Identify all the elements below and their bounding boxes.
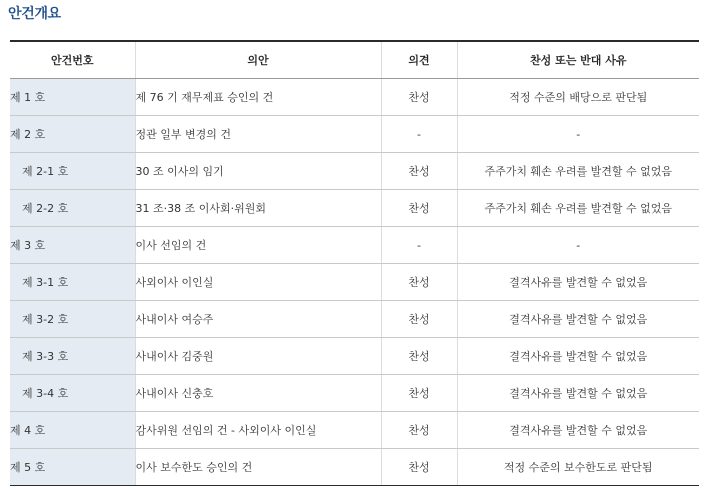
table-body — [10, 79, 699, 486]
table-row — [10, 412, 699, 449]
agenda-number-cell: 제 5 호 — [10, 449, 135, 486]
agenda-number-cell: 제 3-4 호 — [10, 375, 135, 412]
column-header-agenda-item: 의안 — [135, 41, 381, 79]
agenda-item-cell: 제 76 기 재무제표 승인의 건 — [135, 79, 381, 116]
table-row — [10, 338, 699, 375]
agenda-number-cell: 제 4 호 — [10, 412, 135, 449]
agenda-table — [10, 40, 699, 486]
agenda-item-cell: 사내이사 여승주 — [135, 301, 381, 338]
agenda-number-cell: 제 1 호 — [10, 79, 135, 116]
opinion-cell: 찬성 — [381, 338, 457, 375]
agenda-number-cell: 제 3-2 호 — [10, 301, 135, 338]
reason-cell: 주주가치 훼손 우려를 발견할 수 없었음 — [457, 190, 699, 227]
agenda-number-cell: 제 3-1 호 — [10, 264, 135, 301]
agenda-item-cell: 31 조·38 조 이사회·위원회 — [135, 190, 381, 227]
agenda-item-cell: 이사 보수한도 승인의 건 — [135, 449, 381, 486]
reason-cell: 결격사유를 발견할 수 없었음 — [457, 338, 699, 375]
column-header-agenda-number: 안건번호 — [10, 41, 135, 79]
agenda-item-cell: 30 조 이사의 임기 — [135, 153, 381, 190]
opinion-cell: - — [381, 116, 457, 153]
column-header-reason: 찬성 또는 반대 사유 — [457, 41, 699, 79]
agenda-item-cell: 감사위원 선임의 건 - 사외이사 이인실 — [135, 412, 381, 449]
table-row — [10, 79, 699, 116]
table-row — [10, 227, 699, 264]
reason-cell: 적정 수준의 보수한도로 판단됨 — [457, 449, 699, 486]
opinion-cell: 찬성 — [381, 301, 457, 338]
table-header-row — [10, 41, 699, 79]
opinion-cell: 찬성 — [381, 449, 457, 486]
agenda-number-cell: 제 2-1 호 — [10, 153, 135, 190]
table-row — [10, 375, 699, 412]
table-row — [10, 116, 699, 153]
table-row — [10, 190, 699, 227]
agenda-number-cell: 제 2-2 호 — [10, 190, 135, 227]
reason-cell: - — [457, 227, 699, 264]
table-row — [10, 449, 699, 486]
table-row — [10, 301, 699, 338]
reason-cell: 결격사유를 발견할 수 없었음 — [457, 264, 699, 301]
reason-cell: 결격사유를 발견할 수 없었음 — [457, 301, 699, 338]
table-row — [10, 264, 699, 301]
reason-cell: 결격사유를 발견할 수 없었음 — [457, 412, 699, 449]
reason-cell: - — [457, 116, 699, 153]
opinion-cell: 찬성 — [381, 412, 457, 449]
agenda-item-cell: 이사 선임의 건 — [135, 227, 381, 264]
agenda-item-cell: 사내이사 신충호 — [135, 375, 381, 412]
opinion-cell: 찬성 — [381, 190, 457, 227]
reason-cell: 주주가치 훼손 우려를 발견할 수 없었음 — [457, 153, 699, 190]
opinion-cell: 찬성 — [381, 153, 457, 190]
agenda-item-cell: 사내이사 김중원 — [135, 338, 381, 375]
column-header-opinion: 의견 — [381, 41, 457, 79]
page-title: 안건개요 — [8, 6, 61, 22]
agenda-item-cell: 정관 일부 변경의 건 — [135, 116, 381, 153]
table-row — [10, 153, 699, 190]
agenda-number-cell: 제 2 호 — [10, 116, 135, 153]
agenda-item-cell: 사외이사 이인실 — [135, 264, 381, 301]
opinion-cell: 찬성 — [381, 264, 457, 301]
opinion-cell: 찬성 — [381, 375, 457, 412]
agenda-number-cell: 제 3 호 — [10, 227, 135, 264]
agenda-number-cell: 제 3-3 호 — [10, 338, 135, 375]
reason-cell: 결격사유를 발견할 수 없었음 — [457, 375, 699, 412]
opinion-cell: 찬성 — [381, 79, 457, 116]
opinion-cell: - — [381, 227, 457, 264]
reason-cell: 적정 수준의 배당으로 판단됨 — [457, 79, 699, 116]
